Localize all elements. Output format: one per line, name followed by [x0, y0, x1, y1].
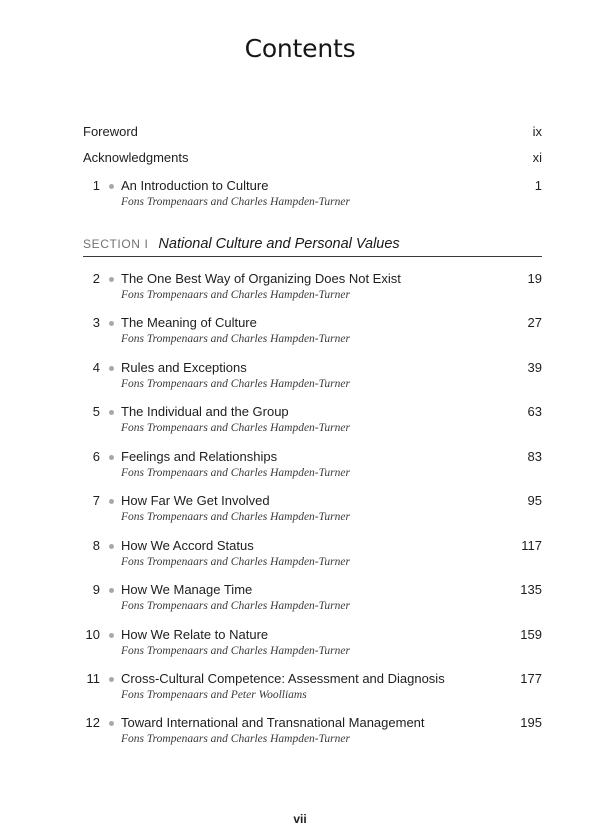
chapter-author: Fons Trompenaars and Charles Hampden-Turner [121, 511, 350, 523]
chapter-page: 1 [534, 178, 542, 193]
chapter-title: Toward International and Transnational Management [121, 715, 425, 730]
toc-entry-label: Acknowledgments [83, 150, 189, 165]
chapter-title: The One Best Way of Organizing Does Not Exist [121, 271, 401, 286]
bullet-icon [109, 677, 114, 682]
chapter-author: Fons Trompenaars and Charles Hampden-Turner [121, 422, 350, 434]
chapter-page: 195 [520, 715, 542, 730]
chapter-number: 5 [92, 404, 100, 419]
toc-chapter-10[interactable] [83, 626, 542, 662]
chapter-page: 39 [527, 360, 542, 375]
bullet-icon [109, 544, 114, 549]
chapter-author: Fons Trompenaars and Charles Hampden-Turner [121, 733, 350, 745]
page-title: Contents [244, 34, 356, 63]
toc-entry-acknowledgments[interactable] [83, 148, 542, 168]
chapter-author: Fons Trompenaars and Charles Hampden-Turner [121, 467, 350, 479]
toc-chapter-7[interactable] [83, 492, 542, 528]
chapter-title: Cross-Cultural Competence: Assessment and Diagnosis [121, 671, 445, 686]
chapter-page: 117 [521, 538, 542, 553]
toc-entry-page: ix [532, 124, 542, 139]
bullet-icon [109, 321, 114, 326]
chapter-title: How We Manage Time [121, 582, 253, 597]
chapter-title: How We Relate to Nature [121, 627, 269, 642]
bullet-icon [109, 366, 114, 371]
chapter-number: 9 [92, 582, 100, 597]
toc-chapter-11[interactable] [83, 670, 542, 706]
chapter-page: 27 [527, 315, 542, 330]
chapter-title: The Individual and the Group [121, 404, 289, 419]
chapter-title: An Introduction to Culture [121, 178, 269, 193]
chapter-number: 10 [85, 627, 100, 642]
chapter-page: 83 [527, 449, 542, 464]
toc-chapter-2[interactable] [83, 270, 542, 306]
bullet-icon [109, 277, 114, 282]
chapter-author: Fons Trompenaars and Charles Hampden-Turner [121, 333, 350, 345]
chapter-title: How Far We Get Involved [121, 493, 270, 508]
section-label: SECTION I [83, 237, 149, 251]
chapter-title: The Meaning of Culture [121, 315, 257, 330]
bullet-icon [109, 633, 114, 638]
bullet-icon [109, 410, 114, 415]
chapter-number: 2 [92, 271, 100, 286]
chapter-page: 135 [520, 582, 542, 597]
chapter-number: 3 [92, 315, 100, 330]
chapter-title: Rules and Exceptions [121, 360, 247, 375]
chapter-author: Fons Trompenaars and Charles Hampden-Turner [121, 645, 350, 657]
chapter-number: 11 [86, 671, 100, 686]
chapter-author: Fons Trompenaars and Charles Hampden-Turner [121, 556, 350, 568]
chapter-page: 177 [520, 671, 542, 686]
bullet-icon [109, 588, 114, 593]
chapter-page: 95 [527, 493, 542, 508]
chapter-number: 8 [92, 538, 100, 553]
chapter-page: 63 [527, 404, 542, 419]
chapter-number: 1 [92, 178, 100, 193]
chapter-number: 12 [85, 715, 100, 730]
section-header [83, 236, 542, 257]
toc-chapter-6[interactable] [83, 448, 542, 484]
section-title: National Culture and Personal Values [158, 236, 400, 252]
chapter-page: 159 [520, 627, 542, 642]
chapter-number: 7 [92, 493, 100, 508]
toc-chapter-8[interactable] [83, 537, 542, 573]
chapter-number: 4 [92, 360, 100, 375]
chapter-title: How We Accord Status [121, 538, 254, 553]
toc-chapter-12[interactable] [83, 714, 542, 750]
chapter-author: Fons Trompenaars and Charles Hampden-Turner [121, 196, 350, 208]
chapter-page: 19 [527, 271, 542, 286]
chapter-number: 6 [92, 449, 100, 464]
bullet-icon [109, 721, 114, 726]
toc-chapter-9[interactable] [83, 581, 542, 617]
page-number: vii [293, 812, 307, 826]
toc-entry-foreword[interactable] [83, 122, 542, 142]
chapter-author: Fons Trompenaars and Charles Hampden-Turner [121, 289, 350, 301]
bullet-icon [109, 455, 114, 460]
toc-chapter-5[interactable] [83, 403, 542, 439]
bullet-icon [109, 499, 114, 504]
chapter-title: Feelings and Relationships [121, 449, 278, 464]
toc-chapter-1[interactable] [83, 177, 542, 213]
chapter-author: Fons Trompenaars and Peter Woolliams [121, 689, 307, 701]
chapter-author: Fons Trompenaars and Charles Hampden-Turner [121, 378, 350, 390]
toc-entry-label: Foreword [83, 124, 138, 139]
chapter-author: Fons Trompenaars and Charles Hampden-Turner [121, 600, 350, 612]
toc-entry-page: xi [532, 150, 542, 165]
bullet-icon [109, 184, 114, 189]
toc-chapter-3[interactable] [83, 314, 542, 350]
toc-chapter-4[interactable] [83, 359, 542, 395]
